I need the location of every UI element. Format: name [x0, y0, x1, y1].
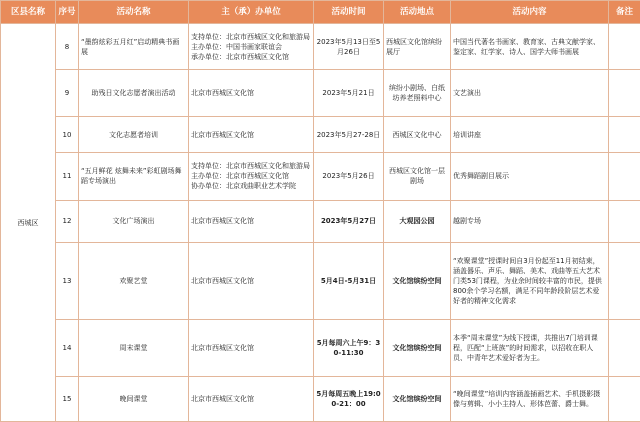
event-name: 文化志愿者培训	[79, 117, 189, 153]
header-organizer: 主（承）办单位	[189, 1, 314, 24]
organizer-cell	[189, 200, 314, 242]
header-name: 活动名称	[79, 1, 189, 24]
table-row	[1, 152, 640, 200]
event-remarks	[609, 242, 640, 320]
table-row	[1, 320, 640, 377]
event-content: 优秀舞蹈剧目展示	[451, 152, 609, 200]
row-no: 8	[56, 24, 79, 70]
event-content: 本季“周末课堂”为线下授课，共推出7门培训课程，匹配“上班族”的时间需求，以招收在职人员、中青年艺术爱好者为主。	[451, 320, 609, 377]
event-name: “墨韵炫彩五月红”启动精典书画展	[79, 24, 189, 70]
table-row	[1, 24, 640, 70]
organizer-line: 协办单位：北京戏曲职业艺术学院	[191, 182, 296, 191]
event-content: 培训讲座	[451, 117, 609, 153]
organizer-line: 北京市西城区文化馆	[191, 344, 254, 353]
event-remarks	[609, 152, 640, 200]
table-row	[1, 200, 640, 242]
event-name: 周末课堂	[79, 320, 189, 377]
organizer-line: 北京市西城区文化馆	[191, 89, 254, 98]
row-no: 10	[56, 117, 79, 153]
row-no: 11	[56, 152, 79, 200]
event-name: “五月鲜花 炫舞未来”彩虹剧场舞蹈专场演出	[79, 152, 189, 200]
organizer-line: 北京市西城区文化馆	[191, 277, 254, 286]
header-remarks: 备注	[609, 1, 640, 24]
event-location: 缤纷小剧场、白纸坊养老照料中心	[384, 70, 451, 117]
organizer-cell	[189, 152, 314, 200]
table-row	[1, 376, 640, 421]
event-time: 5月4日-5月31日	[314, 242, 384, 320]
event-location: 西城区文化馆一层剧场	[384, 152, 451, 200]
event-content: 中国当代著名书画家、教育家、古典文献学家、鉴定家、红学家、诗人、国学大师书画展	[451, 24, 609, 70]
event-name: 欢聚艺堂	[79, 242, 189, 320]
row-no: 15	[56, 376, 79, 421]
event-content: 越剧专场	[451, 200, 609, 242]
event-time: 2023年5月13日至5月26日	[314, 24, 384, 70]
header-district: 区县名称	[1, 1, 56, 24]
organizer-cell	[189, 242, 314, 320]
event-time: 5月每周五晚上19:00-21：00	[314, 376, 384, 421]
event-remarks	[609, 200, 640, 242]
event-time: 2023年5月26日	[314, 152, 384, 200]
event-content: “晚间课堂”培训内容涵盖插画艺术、手机摄影摄像与剪辑、小小主持人、形体芭蕾、爵士舞。	[451, 376, 609, 421]
organizer-cell	[189, 70, 314, 117]
event-location: 文化馆缤纷空间	[384, 242, 451, 320]
event-location: 大观园公园	[384, 200, 451, 242]
event-remarks	[609, 24, 640, 70]
header-time: 活动时间	[314, 1, 384, 24]
table-header-row	[1, 1, 640, 24]
table-row	[1, 117, 640, 153]
organizer-cell	[189, 320, 314, 377]
organizer-line: 承办单位：北京市西城区文化馆	[191, 52, 289, 61]
row-no: 13	[56, 242, 79, 320]
event-location: 文化馆缤纷空间	[384, 320, 451, 377]
event-remarks	[609, 320, 640, 377]
header-location: 活动地点	[384, 1, 451, 24]
header-content: 活动内容	[451, 1, 609, 24]
event-content: “欢聚课堂”授课时间自3月份起至11月初结束，涵盖器乐、声乐、舞蹈、美术、戏曲等五大艺术门类53门课程，为业余时间较丰富的市民，提供800余个学习名额，满足不同年龄段阶层艺术爱好者的精神文化需求	[451, 242, 609, 320]
organizer-line: 北京市西城区文化馆	[191, 130, 254, 139]
district-cell: 西城区	[1, 24, 56, 422]
event-time: 5月每周六上午9：30-11:30	[314, 320, 384, 377]
event-location: 西城区文化中心	[384, 117, 451, 153]
event-time: 2023年5月27日	[314, 200, 384, 242]
event-content: 文艺演出	[451, 70, 609, 117]
event-name: 助残日文化志愿者演出活动	[79, 70, 189, 117]
event-remarks	[609, 117, 640, 153]
event-name: 晚间课堂	[79, 376, 189, 421]
row-no: 14	[56, 320, 79, 377]
row-no: 9	[56, 70, 79, 117]
table-row	[1, 70, 640, 117]
event-name: 文化广场演出	[79, 200, 189, 242]
event-remarks	[609, 376, 640, 421]
organizer-cell	[189, 24, 314, 70]
organizer-line: 支持单位：北京市西城区文化和旅游局	[191, 32, 310, 41]
header-no: 序号	[56, 1, 79, 24]
organizer-line: 北京市西城区文化馆	[191, 217, 254, 226]
row-no: 12	[56, 200, 79, 242]
organizer-line: 北京市西城区文化馆	[191, 394, 254, 403]
event-remarks	[609, 70, 640, 117]
organizer-cell	[189, 376, 314, 421]
organizer-line: 支持单位：北京市西城区文化和旅游局	[191, 162, 310, 171]
event-location: 文化馆缤纷空间	[384, 376, 451, 421]
organizer-line: 主办单位：北京市西城区文化馆	[191, 172, 289, 181]
organizer-cell	[189, 117, 314, 153]
table-row	[1, 242, 640, 320]
event-time: 2023年5月27-28日	[314, 117, 384, 153]
event-time: 2023年5月21日	[314, 70, 384, 117]
event-location: 西城区文化馆缤纷展厅	[384, 24, 451, 70]
organizer-line: 主办单位：中国书画家联谊会	[191, 42, 282, 51]
